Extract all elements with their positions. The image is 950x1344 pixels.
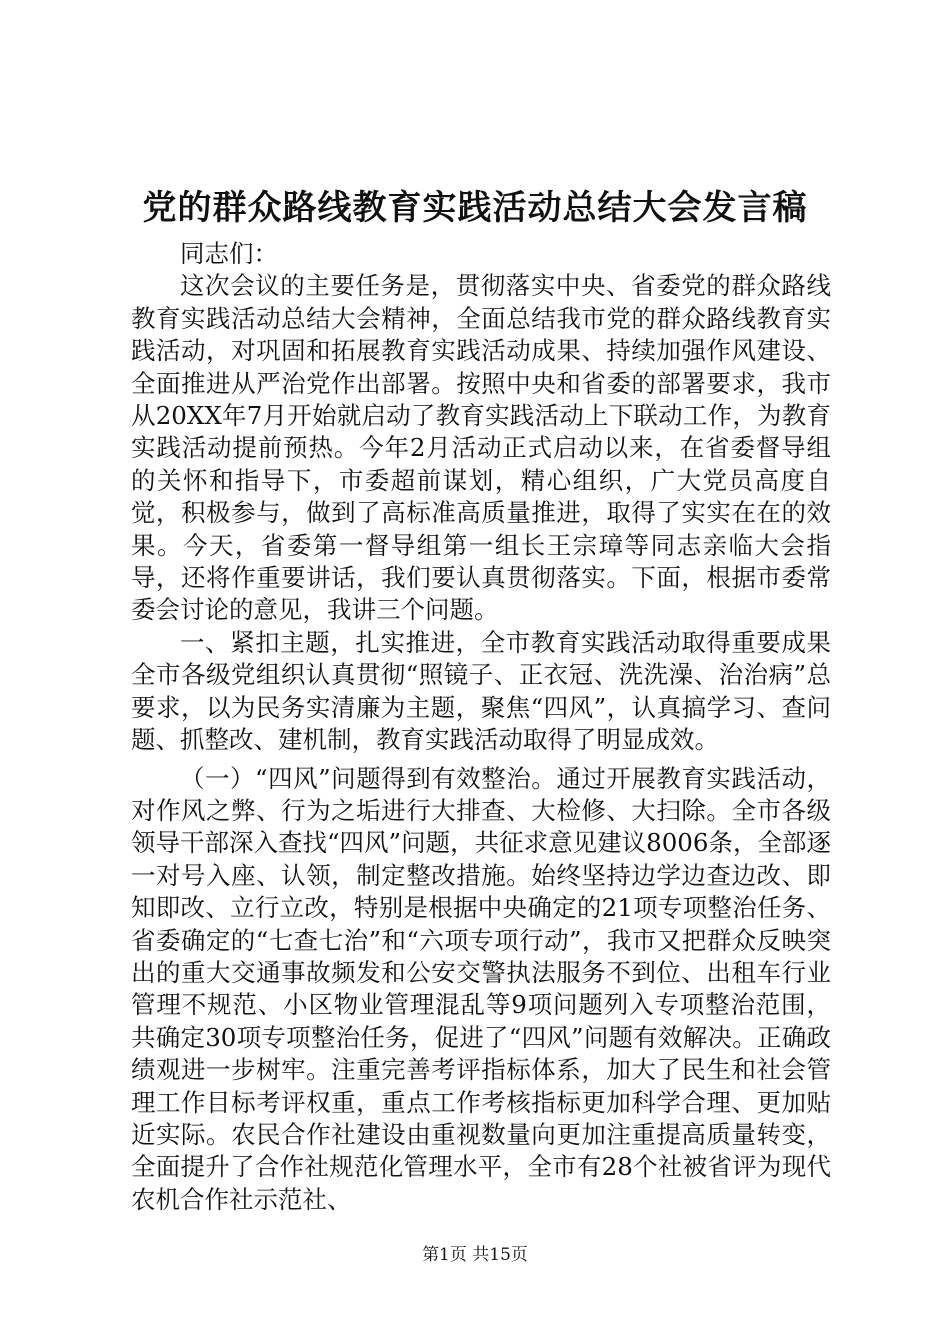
intro-paragraph: 这次会议的主要任务是，贯彻落实中央、省委党的群众路线教育实践活动总结大会精神，全面总结我市党的群众路线教育实践活动，对巩固和拓展教育实践活动成果、持续加强作风建设、全面推进从严治党作出部署。按照中央和省委的部署要求，我市从20XX年7月开始就启动了教育实践活动上下联动工作，为教育实践活动提前预热。今年2月活动正式启动以来，在省委督导组的关怀和指导下，市委超前谋划，精心组织，广大党员高度自觉，积极参与，做到了高标准高质量推进，取得了实实在在的效果。今天，省委第一督导组第一组长王宗璋等同志亲临大会指导，还将作重要讲话，我们要认真贯彻落实。下面，根据市委常委会讨论的意见，我讲三个问题。 — [131, 271, 831, 625]
page-number: 第1页 共15页 — [422, 1245, 528, 1265]
document-title: 党的群众路线教育实践活动总结大会发言稿 — [142, 188, 808, 228]
salutation-paragraph: 同志们： — [180, 239, 278, 268]
section-one-paragraph: 一、紧扣主题，扎实推进，全市教育实践活动取得重要成果全市各级党组织认真贯彻“照镜子、正衣冠、洗洗澡、治治病”总要求，以为民务实清廉为主题，聚焦“四风”，认真搞学习、查问题、抓整改、建机制，教育实践活动取得了明显成效。 — [131, 627, 831, 755]
document-body — [131, 238, 831, 1216]
subsection-one-paragraph: （一）“四风”问题得到有效整治。通过开展教育实践活动，对作风之弊、行为之垢进行大排查、大检修、大扫除。全市各级领导干部深入查找“四风”问题，共征求意见建议8006条，全部逐一对号入座、认领，制定整改措施。始终坚持边学边查边改、即知即改、立行立改，特别是根据中央确定的21项专项整治任务、省委确定的“七查七治”和“六项专项行动”，我市又把群众反映突出的重大交通事故频发和公安交警执法服务不到位、出租车行业管理不规范、小区物业管理混乱等9项问题列入专项整治范围，共确定30项专项整治任务，促进了“四风”问题有效解决。正确政绩观进一步树牢。注重完善考评指标体系，加大了民生和社会管理工作目标考评权重，重点工作考核指标更加科学合理、更加贴近实际。农民合作社建设由重视数量向更加注重提高质量转变，全面提升了合作社规范化管理水平，全市有28个社被省评为现代农机合作社示范社、 — [131, 763, 831, 1214]
